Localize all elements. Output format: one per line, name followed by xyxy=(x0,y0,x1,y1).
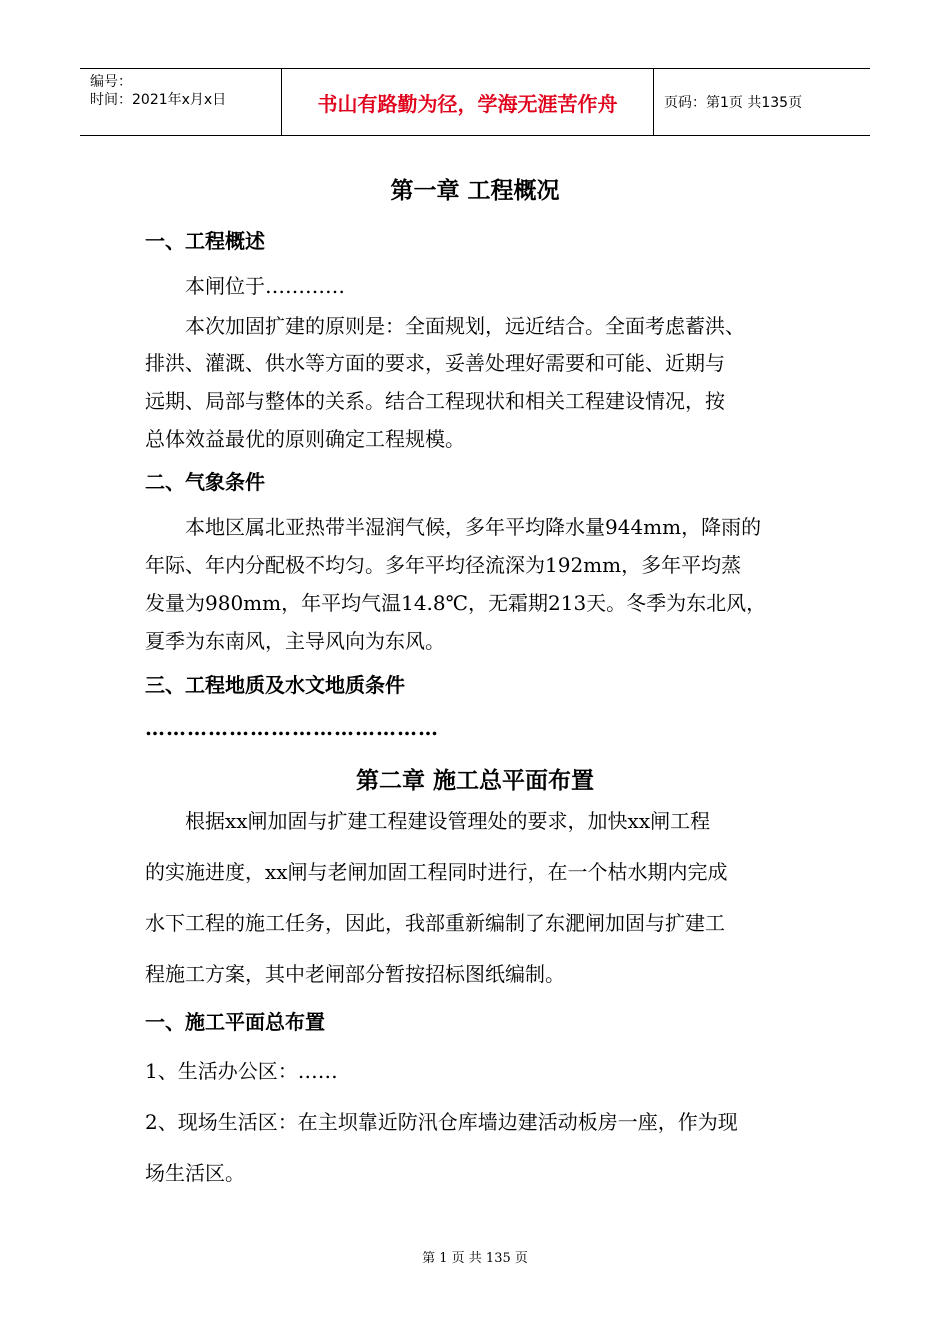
paragraph-line: 总体效益最优的原则确定工程规模。 xyxy=(145,427,465,451)
paragraph-line: 远期、局部与整体的关系。结合工程现状和相关工程建设情况，按 xyxy=(145,389,725,413)
section-heading: 三、工程地质及水文地质条件 xyxy=(145,673,405,697)
paragraph-line: 本次加固扩建的原则是：全面规划，远近结合。全面考虑蓄洪、 xyxy=(185,314,745,338)
paragraph-line: 年际、年内分配极不均匀。多年平均径流深为192mm，多年平均蒸 xyxy=(145,553,742,577)
paragraph-line: 程施工方案，其中老闸部分暂按招标图纸编制。 xyxy=(145,962,565,986)
section-heading: 一、施工平面总布置 xyxy=(145,1010,325,1034)
header-page-info: 页码：第1页 共135页 xyxy=(664,95,803,111)
list-item: 1、生活办公区：…… xyxy=(145,1059,338,1083)
paragraph-line: 本闸位于………… xyxy=(185,274,345,298)
paragraph-line: 排洪、灌溉、供水等方面的要求，妥善处理好需要和可能、近期与 xyxy=(145,351,725,375)
section-heading: 一、工程概述 xyxy=(145,229,265,253)
time-label: 时间：2021年x月x日 xyxy=(90,92,227,108)
page-footer: 第 1 页 共 135 页 xyxy=(422,1251,528,1266)
ellipsis-line: …………………………………… xyxy=(145,716,439,740)
paragraph-line: 水下工程的施工任务，因此，我部重新编制了东淝闸加固与扩建工 xyxy=(145,911,725,935)
paragraph-line: 本地区属北亚热带半湿润气候，多年平均降水量944mm，降雨的 xyxy=(185,515,762,539)
header-motto: 书山有路勤为径，学海无涯苦作舟 xyxy=(282,69,654,135)
paragraph-line: 的实施进度，xx闸与老闸加固工程同时进行，在一个枯水期内完成 xyxy=(145,860,728,884)
list-item-continuation: 场生活区。 xyxy=(145,1161,245,1185)
list-item: 2、现场生活区：在主坝靠近防汛仓库墙边建活动板房一座，作为现 xyxy=(145,1110,738,1134)
header-meta xyxy=(80,69,282,135)
paragraph-line: 根据xx闸加固与扩建工程建设管理处的要求，加快xx闸工程 xyxy=(185,809,711,833)
section-heading: 二、气象条件 xyxy=(145,470,265,494)
paragraph-line: 发量为980mm，年平均气温14.8℃，无霜期213天。冬季为东北风， xyxy=(145,591,767,615)
page-header xyxy=(80,68,870,136)
chapter1-title: 第一章 工程概况 xyxy=(390,178,560,204)
paragraph-line: 夏季为东南风，主导风向为东风。 xyxy=(145,629,445,653)
number-label: 编号： xyxy=(90,74,132,90)
chapter2-title: 第二章 施工总平面布置 xyxy=(355,768,594,794)
